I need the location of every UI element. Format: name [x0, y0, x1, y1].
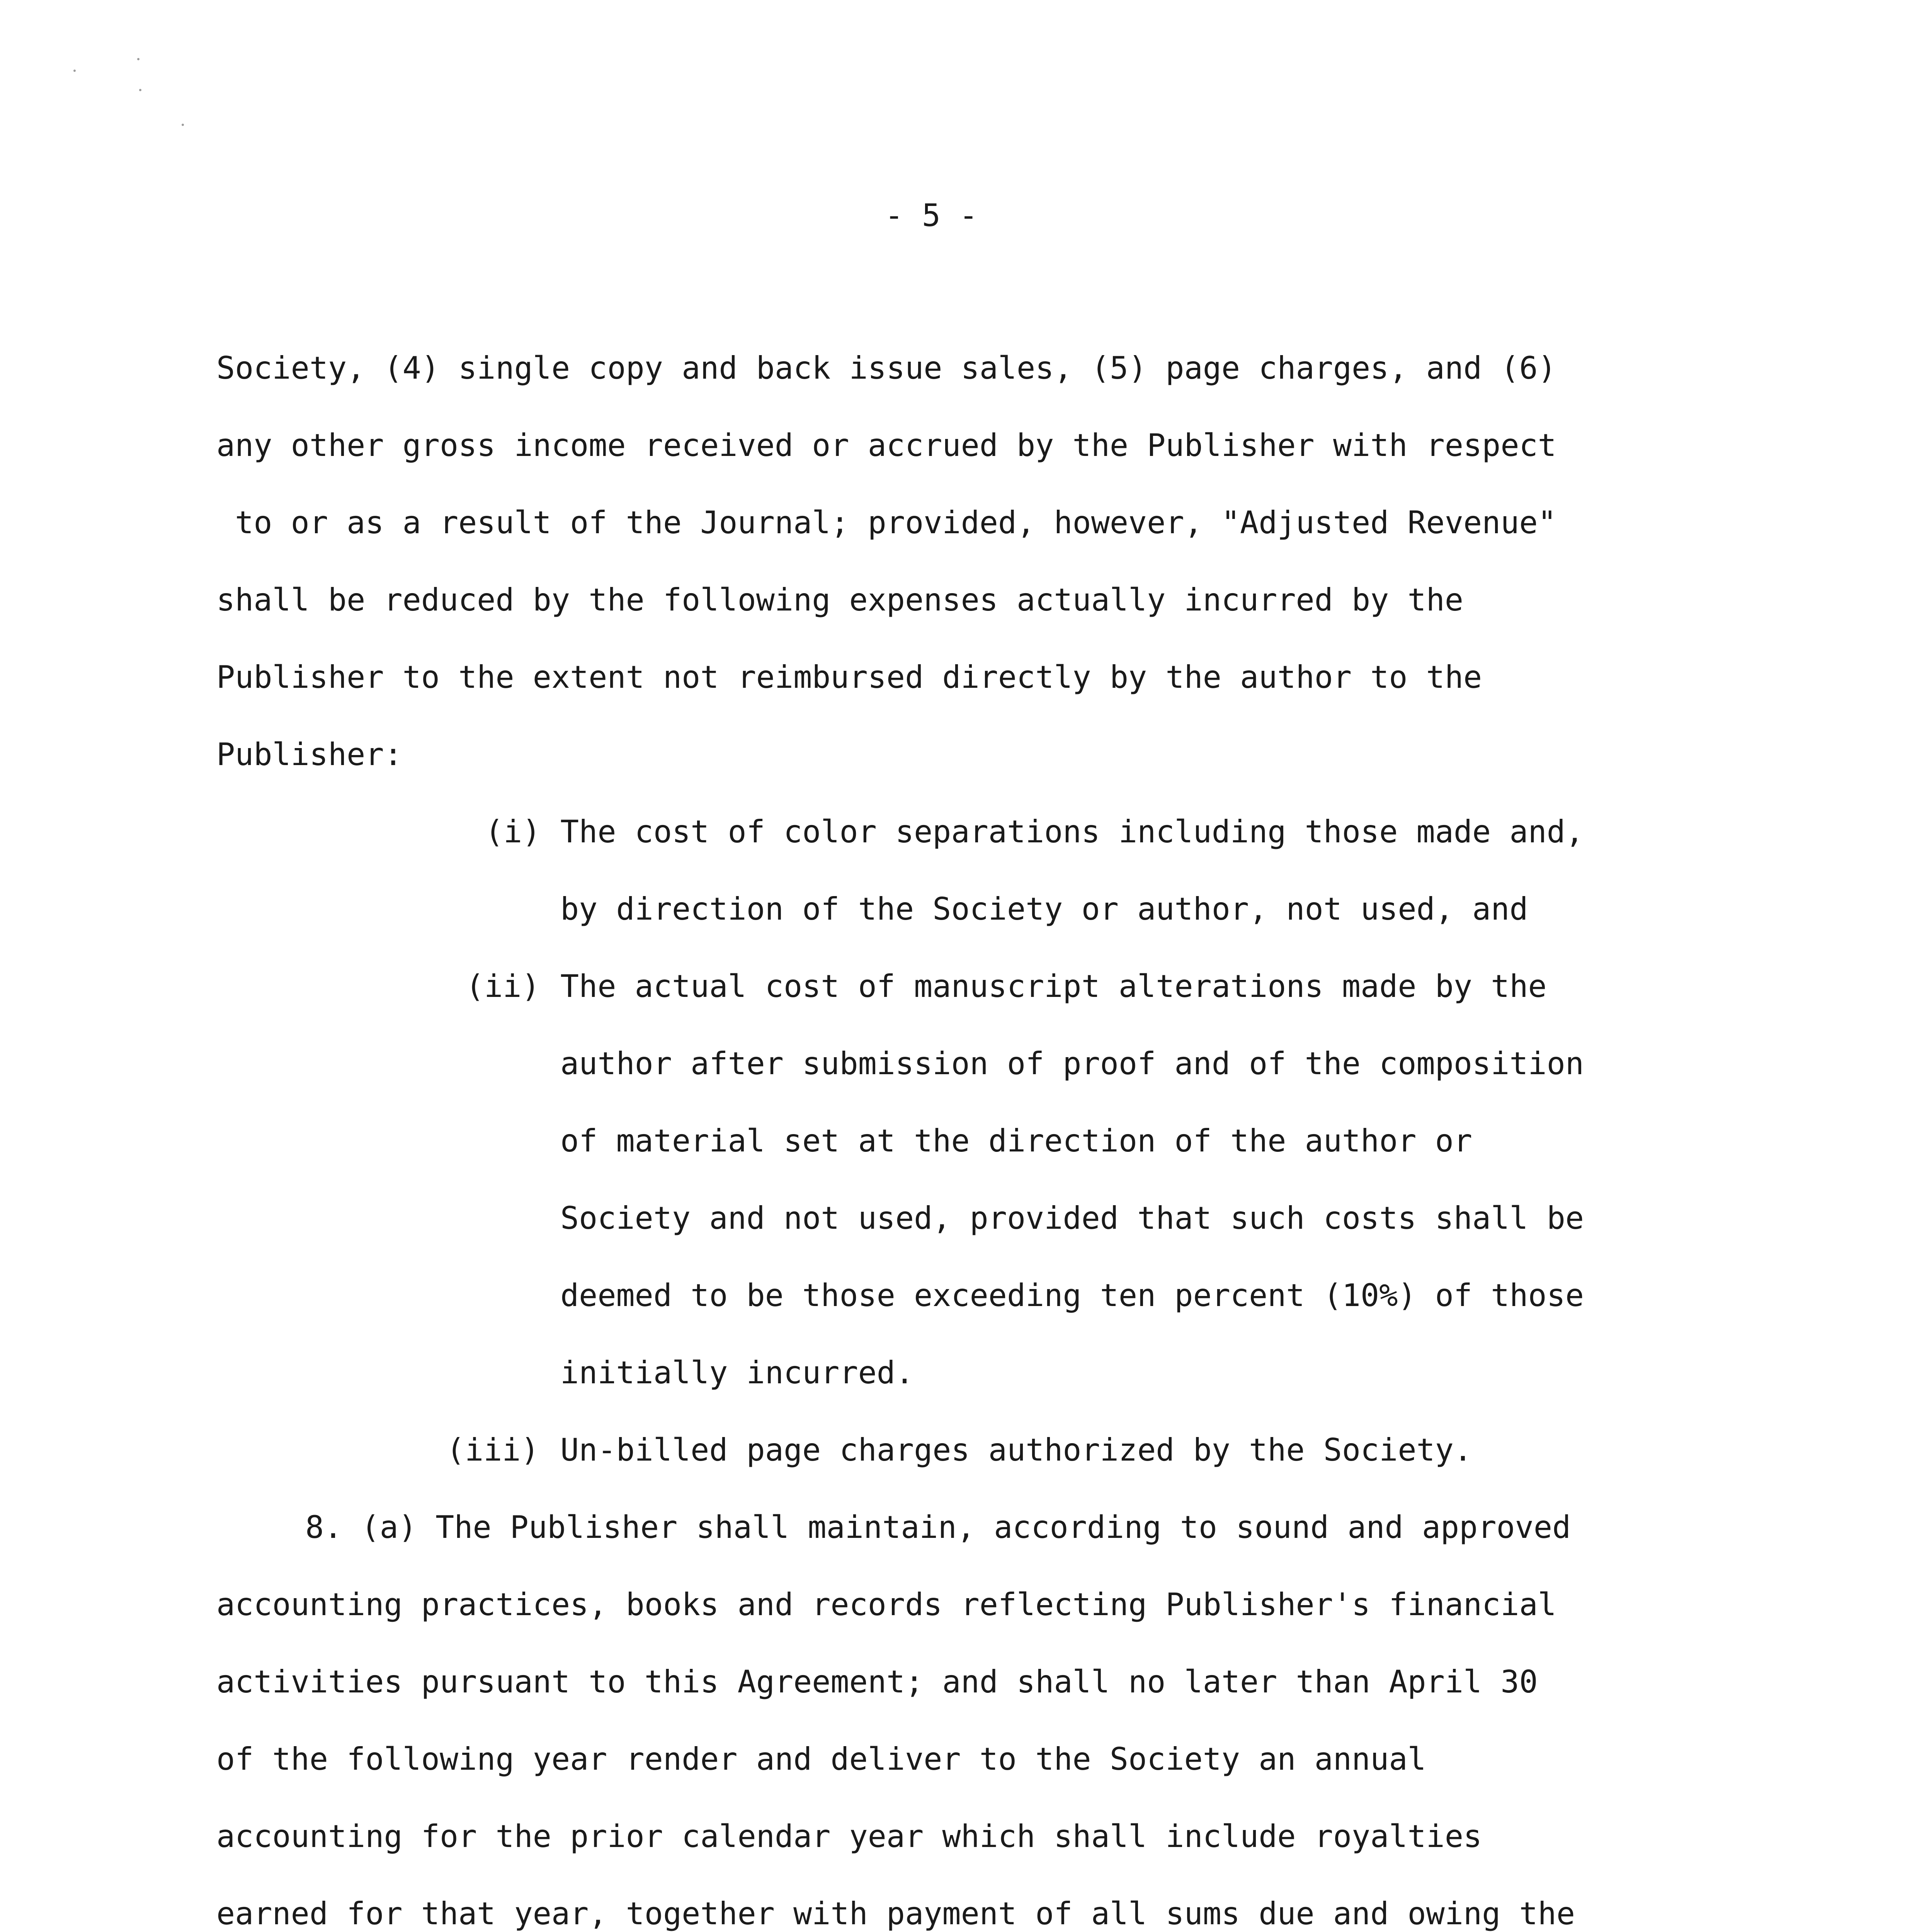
list-item-line: deemed to be those exceeding ten percent (10%) of those	[560, 1277, 1584, 1313]
body-line: to or as a result of the Journal; provided, however, "Adjusted Revenue"	[216, 505, 1556, 541]
list-marker-ii: (ii)	[466, 968, 540, 1004]
list-item-line: by direction of the Society or author, not used, and	[560, 891, 1528, 927]
page-number: - 5 -	[885, 197, 978, 233]
list-marker-i: (i)	[485, 814, 541, 850]
section-8-first-line: 8. (a) The Publisher shall maintain, according to sound and approved	[305, 1509, 1571, 1545]
body-line: any other gross income received or accrued by the Publisher with respect	[216, 427, 1556, 463]
scan-speck	[182, 124, 184, 126]
body-line: shall be reduced by the following expenses actually incurred by the	[216, 582, 1463, 618]
section-8-line: of the following year render and deliver to the Society an annual	[216, 1741, 1426, 1777]
list-item-line: author after submission of proof and of the composition	[560, 1046, 1584, 1082]
scan-speck	[73, 70, 76, 72]
list-item-line: Society and not used, provided that such costs shall be	[560, 1200, 1584, 1236]
list-item-line: The actual cost of manuscript alterations made by the	[560, 968, 1547, 1004]
list-item-line: initially incurred.	[560, 1355, 914, 1391]
list-marker-iii: (iii)	[446, 1432, 539, 1468]
list-item-line: Un-billed page charges authorized by the Society.	[560, 1432, 1473, 1468]
scan-speck	[139, 89, 141, 91]
section-8-line: activities pursuant to this Agreement; and shall no later than April 30	[216, 1664, 1538, 1700]
section-8-line: accounting practices, books and records reflecting Publisher's financial	[216, 1587, 1556, 1622]
section-8-line: accounting for the prior calendar year which shall include royalties	[216, 1818, 1482, 1854]
list-item-line: of material set at the direction of the author or	[560, 1123, 1473, 1159]
body-line: Publisher to the extent not reimbursed directly by the author to the	[216, 659, 1482, 695]
list-item-line: The cost of color separations including those made and,	[560, 814, 1584, 850]
body-line: Society, (4) single copy and back issue sales, (5) page charges, and (6)	[216, 350, 1556, 386]
section-8-line: earned for that year, together with payment of all sums due and owing the	[216, 1896, 1575, 1932]
body-line: Publisher:	[216, 736, 403, 772]
scan-speck	[137, 58, 139, 60]
